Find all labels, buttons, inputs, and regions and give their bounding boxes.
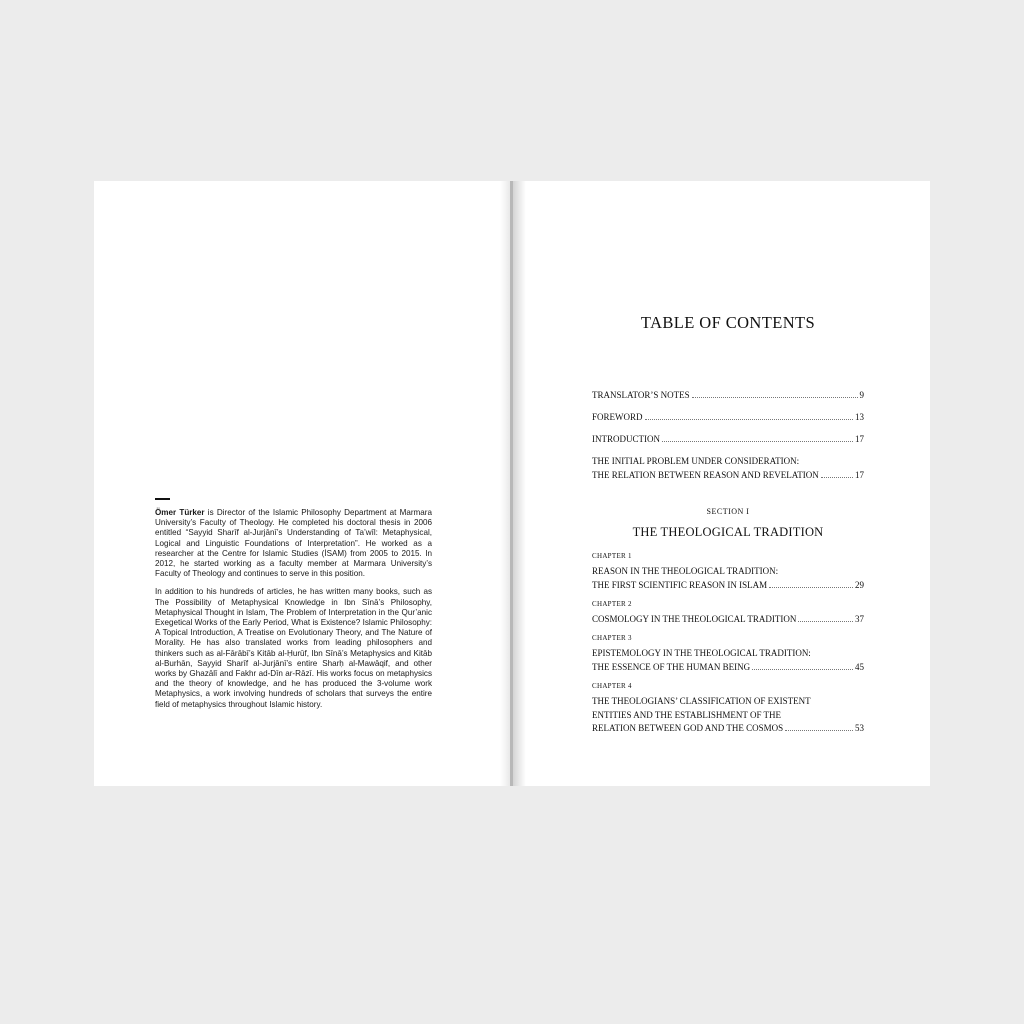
chapter-label: CHAPTER 1	[592, 552, 632, 560]
toc-entry-text: THE ESSENCE OF THE HUMAN BEING	[592, 661, 751, 672]
toc-page-number: 29	[855, 579, 864, 590]
toc-leader-dots	[662, 441, 853, 442]
right-gutter-shadow	[512, 181, 526, 786]
toc-page-number: 17	[855, 434, 864, 444]
bio-paragraph-2: In addition to his hundreds of articles, he has written many books, such as The Possibility of Metaphysical Knowledge in Ibn Sīnā’s Philosophy, Metaphysical Thought in Islam, The Problem of Interpretation in the Qur’anic Exegetical Works of the Early Period, What is Existence? Islamic Philosophy: A Topical Introduction, A Treatise on Evolutionary Theory, and The Nature of Morality. He has also translated works from leading philosophers and thinkers such as al-Fārābī’s Kitāb al-Ḥurūf, Ibn Sīnā’s Metaphysics and Kitāb al-Burhān, Sayyid Sharīf al-Jurjānī’s entire Sharḥ al-Mawāqif, and other works by Ghazālī and Fakhr ad-Dīn ar-Rāzī. His works focus on metaphysics and the theory of knowledge, and he has produced the 3-volume work Metaphysics, a work involving hundreds of scholars that surveys the entire field of metaphysics throughout Islamic history.	[155, 587, 432, 709]
toc-entry-text: INTRODUCTION	[592, 434, 660, 444]
toc-entry-foreword[interactable]	[592, 411, 864, 425]
toc-page-number: 17	[855, 469, 864, 480]
toc-entry-text: RELATION BETWEEN GOD AND THE COSMOS	[592, 723, 784, 733]
toc-entry-translators-notes[interactable]	[592, 389, 864, 403]
toc-page-number: 13	[855, 412, 864, 422]
toc-entry-text: ENTITIES AND THE ESTABLISHMENT OF THE	[592, 709, 782, 720]
toc-entry-text: THE THEOLOGIANS’ CLASSIFICATION OF EXISTENT	[592, 696, 811, 706]
toc-leader-dots	[692, 397, 858, 398]
toc-page-number: 37	[855, 614, 864, 624]
bio-paragraph-1	[155, 508, 432, 579]
toc-leader-dots	[785, 730, 853, 731]
toc-page-number: 9	[859, 390, 864, 400]
author-bio	[155, 498, 432, 718]
toc-entry-initial-problem[interactable]	[592, 455, 864, 482]
section-title: THE THEOLOGICAL TRADITION	[632, 525, 824, 539]
toc-entry-chapter-1[interactable]	[592, 565, 864, 592]
chapter-label: CHAPTER 2	[592, 600, 632, 608]
toc-entry-text: THE INITIAL PROBLEM UNDER CONSIDERATION:	[592, 456, 800, 466]
toc-entry-text: TRANSLATOR’S NOTES	[592, 390, 690, 400]
toc-leader-dots	[645, 419, 853, 420]
toc-entry-text: REASON IN THE THEOLOGICAL TRADITION:	[592, 566, 779, 576]
toc-page-number: 45	[855, 661, 864, 672]
toc-entry-text: COSMOLOGY IN THE THEOLOGICAL TRADITION	[592, 614, 797, 624]
toc-leader-dots	[752, 669, 853, 670]
toc-entry-chapter-2[interactable]	[592, 613, 864, 627]
toc-entry-text: FOREWORD	[592, 412, 643, 422]
toc-page-number: 53	[855, 723, 864, 733]
toc-leader-dots	[821, 477, 853, 478]
toc-entry-text: THE RELATION BETWEEN REASON AND REVELATION	[592, 469, 819, 480]
section-label: SECTION I	[706, 507, 750, 516]
toc-entry-text: EPISTEMOLOGY IN THE THEOLOGICAL TRADITION:	[592, 648, 811, 658]
toc-entry-chapter-4[interactable]	[592, 695, 864, 736]
book-spread	[94, 181, 930, 786]
chapter-label: CHAPTER 3	[592, 634, 632, 642]
toc-title: TABLE OF CONTENTS	[640, 313, 816, 332]
toc-leader-dots	[769, 587, 853, 588]
toc-entry-introduction[interactable]	[592, 433, 864, 447]
author-name: Ömer Türker	[155, 508, 205, 517]
toc-entry-chapter-3[interactable]	[592, 647, 864, 674]
bio-paragraph-1-text: is Director of the Islamic Philosophy Department at Marmara University’s Faculty of Theology. He completed his doctoral thesis in 2006 entitled “Sayyid Sharīf al-Jurjānī’s Understanding of Ta’wīl: Metaphysical, Logical and Linguistic Foundations of Interpretation”. He worked as a researcher at the Centre for Islamic Studies (İSAM) from 2005 to 2015. In 2012, he started working as a faculty member at Marmara University’s Faculty of Theology and continues to serve in this position.	[155, 508, 432, 579]
toc-leader-dots	[798, 621, 853, 622]
toc-entry-text: THE FIRST SCIENTIFIC REASON IN ISLAM	[592, 579, 768, 590]
bio-rule	[155, 498, 170, 500]
chapter-label: CHAPTER 4	[592, 682, 632, 690]
book-spine	[510, 181, 513, 786]
right-page	[512, 181, 930, 786]
left-page	[94, 181, 512, 786]
